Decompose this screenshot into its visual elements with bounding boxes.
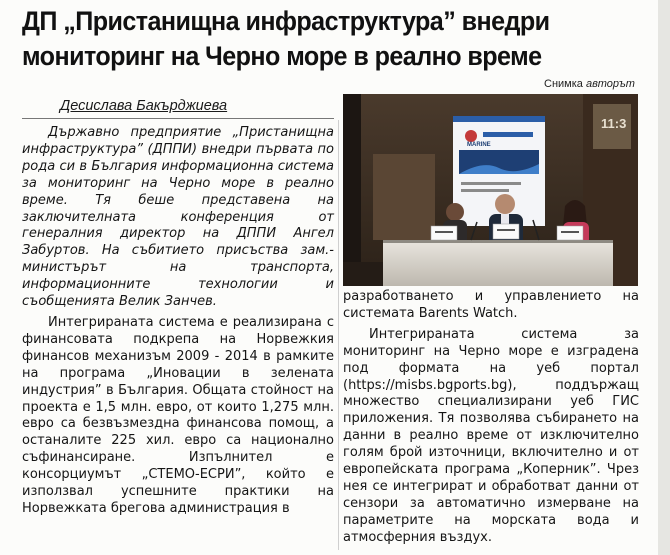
- page-edge: [658, 0, 670, 555]
- headline-line-2: мониторинг на Черно море в реално време: [22, 41, 542, 71]
- conference-photo: [343, 94, 638, 286]
- article-right-column: [343, 289, 639, 547]
- foreground-chair: [343, 262, 383, 286]
- photo-caption-prefix: Снимка: [544, 78, 583, 90]
- article-left-column: [22, 125, 334, 518]
- presidium-table: [383, 240, 613, 286]
- headline-line-1: ДП „Пристанищна инфраструктура” внедри: [22, 6, 550, 36]
- headline: [22, 4, 617, 74]
- door-panel: [373, 154, 435, 240]
- body-paragraph-3: Интегрираната система за мониторинг на Черно море е изградена под формата на уеб портал (https://misbs.bgports.bg), поддържащ множество специализирани уеб ГИС приложения. Тя позволява събирането на данни в реално време от изключително голям брой източници, включително и от европейската програма „Коперник”. Чрез нея се интегрират и обработват данни от сензори за автоматично измерване на параметрите на морската вода и атмосферния въздух.: [343, 326, 639, 545]
- lead-paragraph: Държавно предприятие „Пристанищна инфраструктура” (ДППИ) внедри първата по рода си в България информационна система за мониторинг на Черно море в реално време. Тя беше представена на заключителната конференция от генералния директор на ДППИ Ангел Забуртов. На събитието присъства зам.-министърът на транспорта, информационните технологии и съобщенията Велик Занчев.: [22, 125, 334, 310]
- body-paragraph-2: Интегрираната система е реализирана с финансовата подкрепа на Норвежкия финансов механизъм 2009 - 2014 в рамките на програма „Иновации в зелената индустрия” в България. Общата стойност на проекта е 1,5 млн. евро, от които 1,275 млн. евро са безвъзмездна финансова помощ, а останалите 225 хил. евро са национално съфинансиране. Изпълнител е консорциумът „СТЕМО-ЕСРИ”, който е използвал успешните практики на Норвежката брегова администрация в: [22, 314, 334, 516]
- table-edge: [383, 240, 613, 243]
- byline-rule: [22, 118, 334, 119]
- left-curtain: [343, 94, 361, 286]
- conference-photo-illustration: [343, 94, 638, 286]
- author-byline: Десислава Бакърджиева: [60, 98, 228, 114]
- clock-overlay: 11:3: [601, 116, 627, 131]
- photo-caption-credit: авторът: [585, 78, 635, 90]
- photo-caption: [544, 78, 635, 91]
- body-paragraph-2-continued: разработването и управлението на системата Barents Watch.: [343, 289, 639, 321]
- banner-label: MARINE: [467, 142, 491, 148]
- column-divider: [338, 120, 339, 550]
- name-cards: [431, 224, 583, 240]
